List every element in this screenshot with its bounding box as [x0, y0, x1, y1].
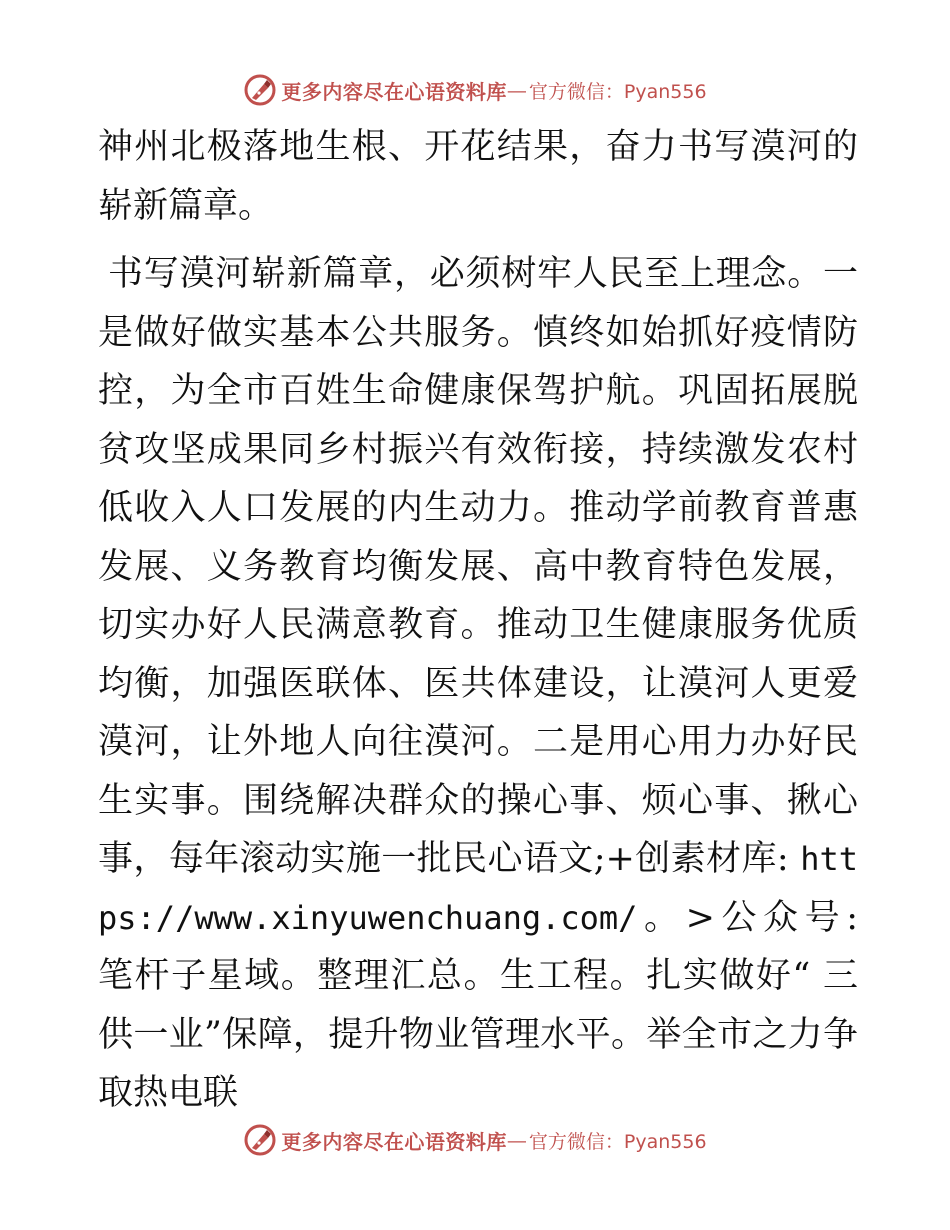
- banner-title: 更多内容尽在心语资料库: [281, 79, 507, 104]
- footer-banner: [0, 1120, 950, 1160]
- banner-wechat: 官方微信：Pyan556: [528, 80, 707, 103]
- pen-nib-logo-icon: [243, 73, 277, 107]
- banner-dash: —: [506, 78, 527, 102]
- pen-nib-logo-icon: [243, 1123, 277, 1157]
- paragraph-text: 书写漠河崭新篇章，必须树牢人民至上理念。一是做好做实基本公共服务。慎终如始抓好疫情防控，为全市百姓生命健康保驾护航。巩固拓展脱贫攻坚成果同乡村振兴有效衔接，持续激发农村低收入人口发展的内生动力。推动学前教育普惠发展、义务教育均衡发展、高中教育特色发展，切实办好人民满意教育。推动卫生健康服务优质均衡，加强医联体、医共体建设，让漠河人更爱漠河，让外地人向往漠河。二是用心用力办好民生实事。围绕解决群众的操心事、烦心事、揪心事，每年滚动实施一批民心语文;+创素材库:: [98, 254, 858, 879]
- banner-title: 更多内容尽在心语资料库: [281, 1129, 507, 1154]
- paragraph: [98, 245, 858, 1123]
- website-link-text: https://www.xinyuwenchuang.com/: [98, 840, 858, 937]
- header-banner: [0, 70, 950, 110]
- document-body: [98, 118, 858, 1123]
- banner-dash: —: [506, 1128, 527, 1152]
- banner-wechat: 官方微信：Pyan556: [528, 1130, 707, 1153]
- paragraph: 神州北极落地生根、开花结果，奋力书写漠河的崭新篇章。: [98, 127, 858, 226]
- paragraph-text-tail: 。>公众号: 笔杆子星域。整理汇总。生工程。扎实做好“ 三供一业”保障，提升物业管理水平。举全市之力争取热电联: [98, 897, 858, 1113]
